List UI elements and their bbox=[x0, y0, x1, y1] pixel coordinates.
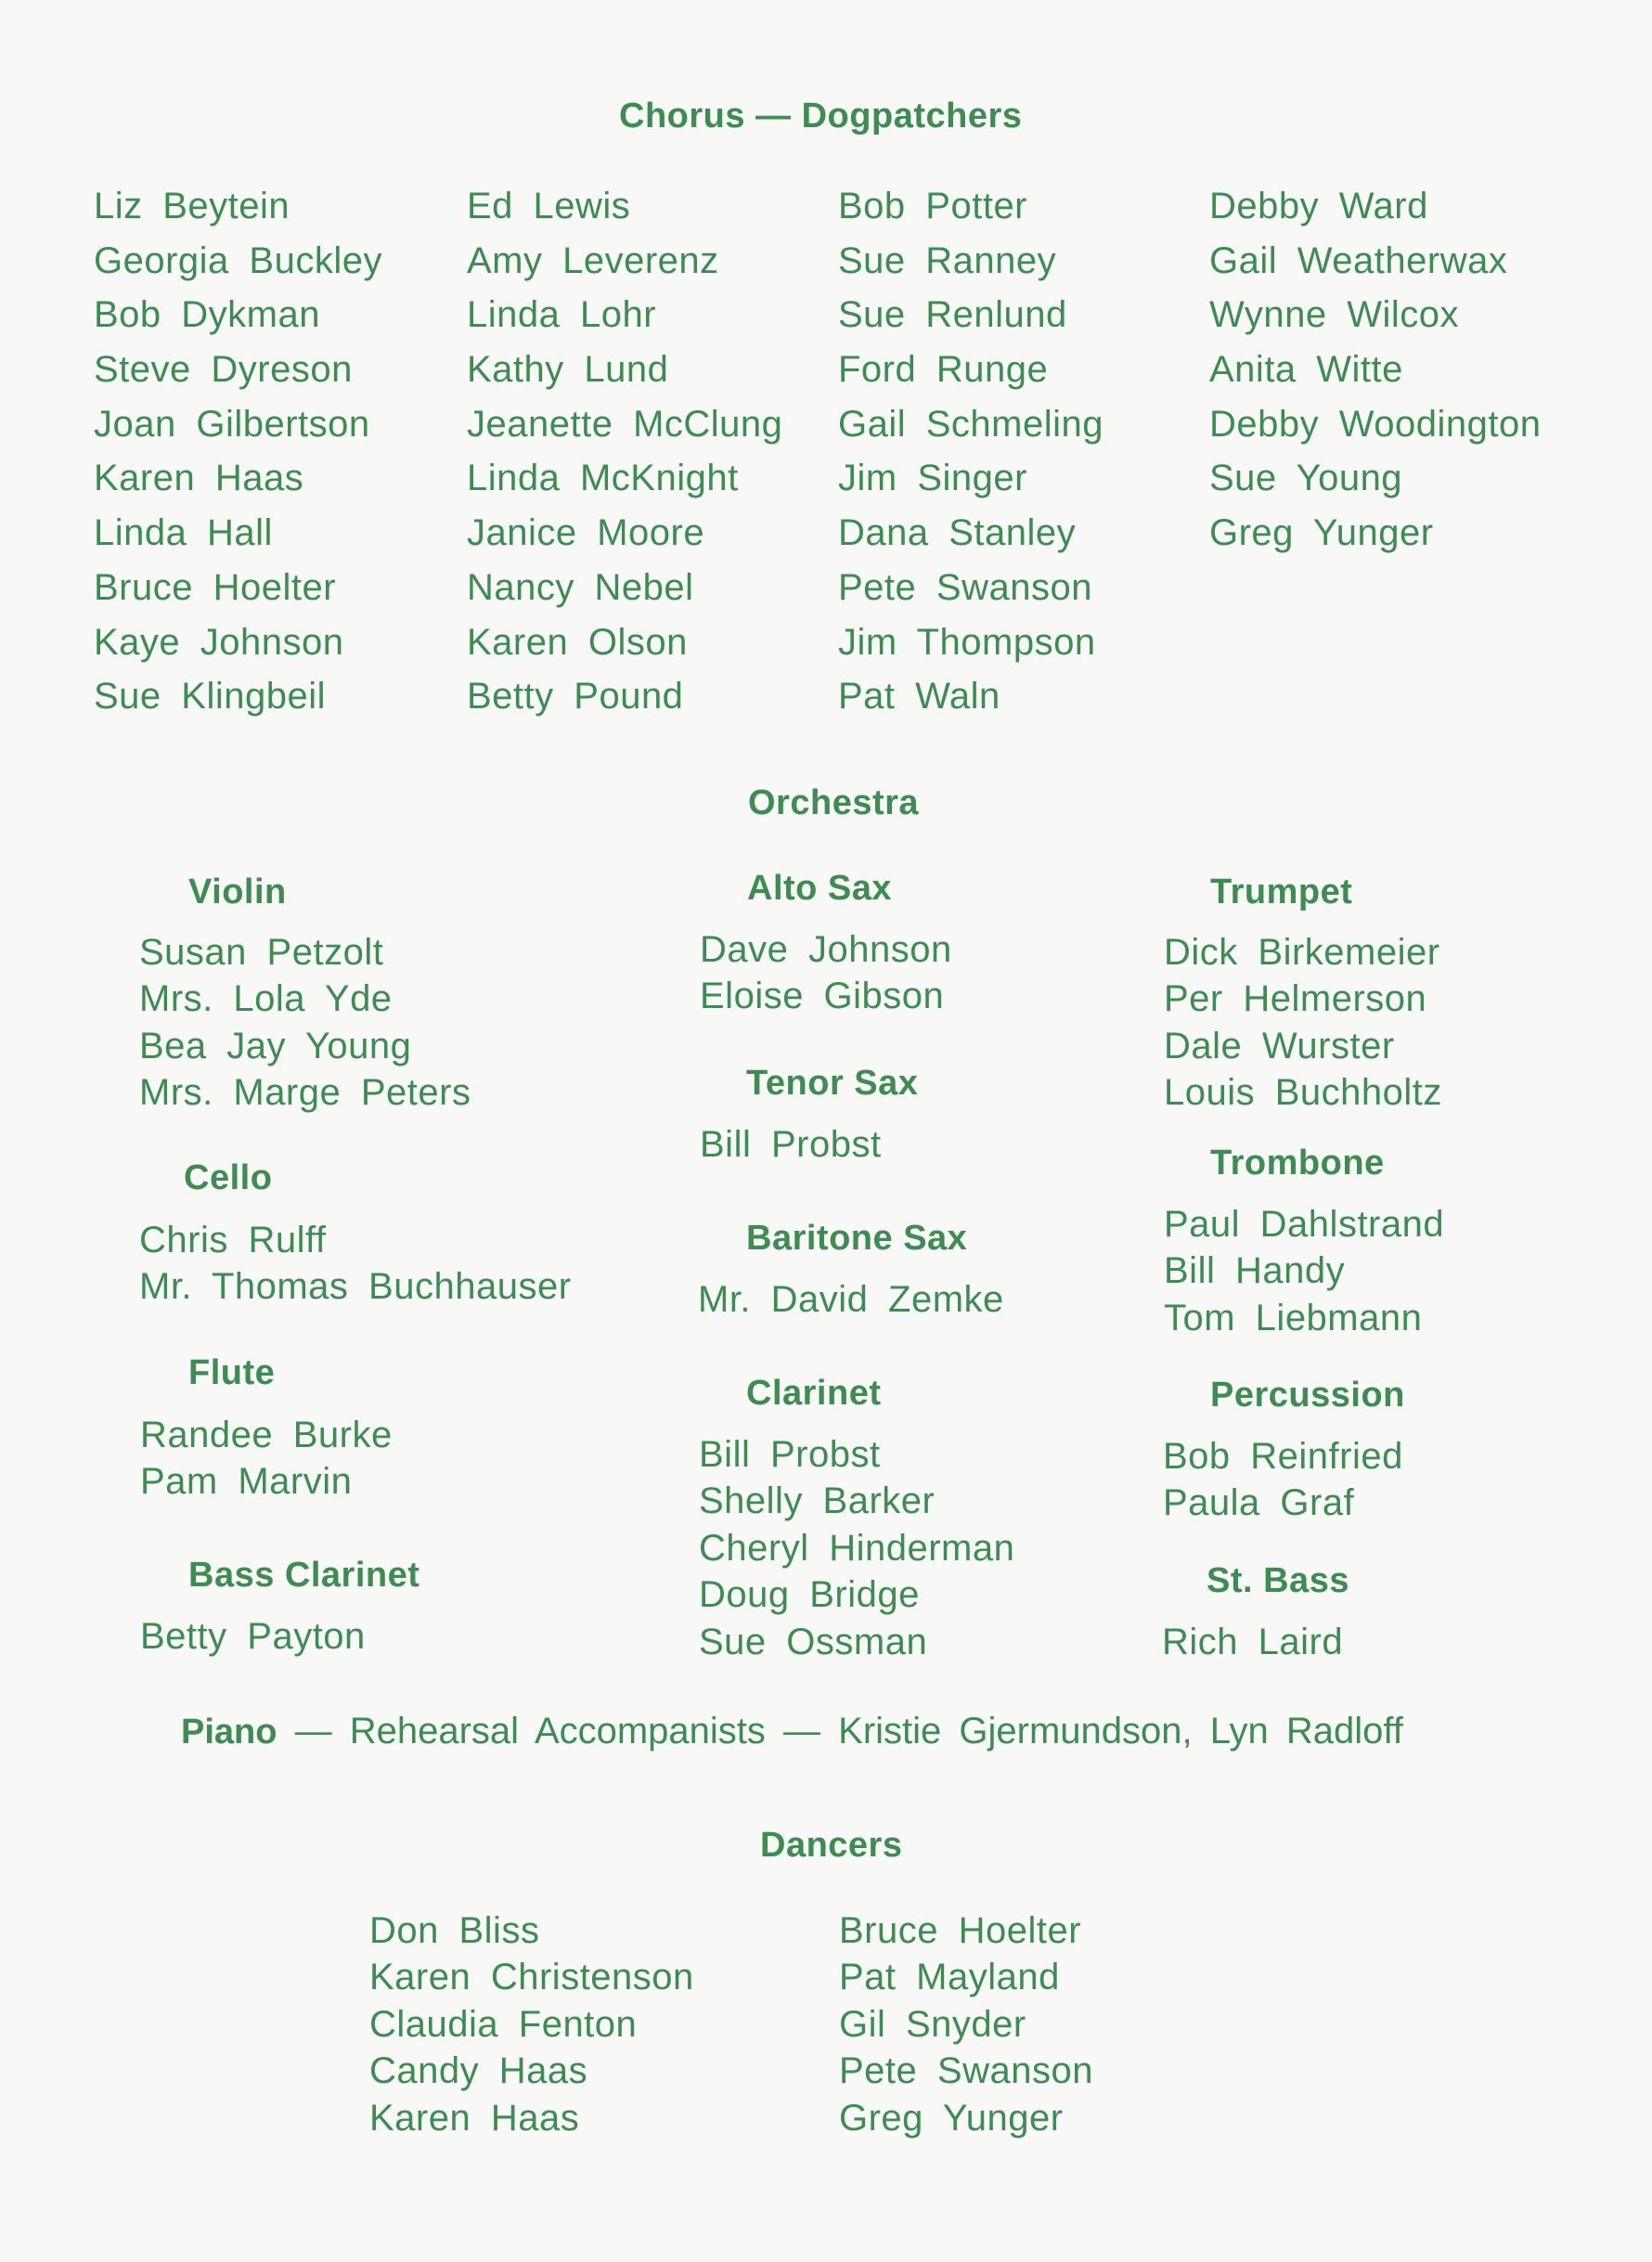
orchestra-member: Dick Birkemeier bbox=[1164, 932, 1440, 973]
chorus-member: Sue Ranney bbox=[838, 239, 1057, 281]
percussion-heading: Percussion bbox=[1210, 1376, 1405, 1415]
chorus-member: Wynne Wilcox bbox=[1209, 294, 1460, 336]
orchestra-member: Eloise Gibson bbox=[700, 976, 945, 1017]
cello-heading: Cello bbox=[184, 1158, 273, 1197]
chorus-column-2 bbox=[467, 179, 782, 724]
orchestra-heading: Orchestra bbox=[748, 783, 920, 822]
orchestra-member: Paula Graf bbox=[1163, 1482, 1355, 1524]
orchestra-member: Bill Probst bbox=[699, 1434, 881, 1475]
chorus-column-4 bbox=[1209, 179, 1542, 561]
orchestra-member: Mrs. Lola Yde bbox=[139, 978, 393, 1020]
cello-list bbox=[139, 1217, 572, 1311]
chorus-member: Nancy Nebel bbox=[467, 566, 694, 608]
chorus-member: Pat Waln bbox=[838, 676, 1000, 717]
dancer: Greg Yunger bbox=[839, 2097, 1064, 2139]
tenor-sax-list bbox=[700, 1121, 882, 1168]
chorus-member: Steve Dyreson bbox=[94, 349, 353, 391]
chorus-column-1 bbox=[94, 179, 382, 724]
dancer: Pat Mayland bbox=[839, 1957, 1060, 1998]
orchestra-member: Susan Petzolt bbox=[139, 932, 384, 973]
chorus-member: Jim Thompson bbox=[838, 621, 1096, 663]
dancers-column-1 bbox=[369, 1907, 694, 2141]
orchestra-member: Dave Johnson bbox=[700, 929, 952, 970]
dancers-column-2 bbox=[839, 1907, 1093, 2141]
percussion-list bbox=[1163, 1433, 1403, 1527]
chorus-member: Janice Moore bbox=[467, 512, 705, 554]
chorus-member: Betty Pound bbox=[467, 676, 684, 717]
orchestra-member: Shelly Barker bbox=[699, 1480, 936, 1522]
st-bass-heading: St. Bass bbox=[1207, 1561, 1349, 1600]
chorus-member: Joan Gilbertson bbox=[94, 403, 370, 445]
dancers-heading: Dancers bbox=[760, 1826, 903, 1865]
orchestra-member: Betty Payton bbox=[140, 1616, 366, 1657]
bass-clarinet-list bbox=[140, 1613, 366, 1660]
chorus-member: Kathy Lund bbox=[467, 349, 669, 391]
trumpet-list bbox=[1164, 929, 1442, 1117]
chorus-member: Liz Beytein bbox=[94, 186, 290, 226]
chorus-member: Greg Yunger bbox=[1209, 512, 1434, 554]
chorus-member: Dana Stanley bbox=[838, 512, 1077, 554]
orchestra-member: Per Helmerson bbox=[1164, 978, 1427, 1020]
chorus-member: Gail Weatherwax bbox=[1209, 239, 1508, 281]
chorus-member: Linda Hall bbox=[94, 512, 273, 554]
orchestra-member: Dale Wurster bbox=[1164, 1025, 1395, 1066]
orchestra-member: Bill Handy bbox=[1164, 1250, 1346, 1292]
baritone-sax-heading: Baritone Sax bbox=[746, 1219, 968, 1258]
orchestra-member: Sue Ossman bbox=[699, 1621, 928, 1662]
orchestra-member: Bill Probst bbox=[700, 1124, 882, 1165]
flute-list bbox=[140, 1412, 393, 1506]
chorus-member: Gail Schmeling bbox=[838, 403, 1104, 445]
chorus-member: Bruce Hoelter bbox=[94, 566, 337, 608]
piano-accompanists: — Rehearsal Accompanists — Kristie Gjermundson, Lyn Radloff bbox=[294, 1711, 1403, 1751]
chorus-member: Kaye Johnson bbox=[94, 621, 344, 663]
trumpet-heading: Trumpet bbox=[1210, 872, 1353, 911]
dancer: Claudia Fenton bbox=[369, 2003, 638, 2045]
dancer: Pete Swanson bbox=[839, 2050, 1093, 2092]
chorus-member: Georgia Buckley bbox=[94, 239, 382, 281]
tenor-sax-heading: Tenor Sax bbox=[746, 1064, 919, 1103]
baritone-sax-list bbox=[698, 1276, 1004, 1323]
orchestra-member: Tom Liebmann bbox=[1164, 1297, 1423, 1338]
dancer: Karen Haas bbox=[369, 2097, 580, 2139]
violin-list bbox=[139, 929, 471, 1117]
orchestra-member: Paul Dahlstrand bbox=[1164, 1204, 1445, 1245]
chorus-member: Ford Runge bbox=[838, 349, 1049, 391]
dancer: Gil Snyder bbox=[839, 2003, 1026, 2045]
orchestra-member: Mrs. Marge Peters bbox=[139, 1072, 471, 1114]
chorus-member: Sue Klingbeil bbox=[94, 676, 326, 717]
dancer: Karen Christenson bbox=[369, 1957, 694, 1998]
clarinet-heading: Clarinet bbox=[746, 1374, 882, 1413]
orchestra-member: Mr. David Zemke bbox=[698, 1279, 1004, 1320]
orchestra-member: Cheryl Hinderman bbox=[699, 1527, 1015, 1569]
orchestra-member: Rich Laird bbox=[1162, 1622, 1344, 1662]
orchestra-member: Pam Marvin bbox=[140, 1461, 353, 1503]
orchestra-member: Doug Bridge bbox=[699, 1574, 920, 1616]
chorus-member: Anita Witte bbox=[1209, 349, 1403, 391]
st-bass-list bbox=[1162, 1619, 1343, 1665]
bass-clarinet-heading: Bass Clarinet bbox=[188, 1556, 420, 1595]
piano-credit bbox=[181, 1711, 1403, 1752]
orchestra-member: Bea Jay Young bbox=[139, 1025, 412, 1066]
orchestra-member: Mr. Thomas Buchhauser bbox=[139, 1266, 572, 1308]
trombone-list bbox=[1164, 1201, 1444, 1341]
clarinet-list bbox=[699, 1431, 1014, 1665]
alto-sax-list bbox=[700, 926, 952, 1020]
chorus-member: Debby Ward bbox=[1209, 186, 1428, 226]
violin-heading: Violin bbox=[188, 872, 287, 911]
alto-sax-heading: Alto Sax bbox=[747, 869, 893, 908]
dancer: Bruce Hoelter bbox=[839, 1910, 1082, 1951]
chorus-member: Linda Lohr bbox=[467, 294, 657, 336]
orchestra-member: Bob Reinfried bbox=[1163, 1436, 1403, 1477]
chorus-member: Jeanette McClung bbox=[467, 403, 783, 445]
trombone-heading: Trombone bbox=[1210, 1144, 1385, 1183]
chorus-member: Linda McKnight bbox=[467, 458, 739, 499]
flute-heading: Flute bbox=[188, 1353, 276, 1392]
orchestra-member: Randee Burke bbox=[140, 1415, 393, 1455]
chorus-member: Amy Leverenz bbox=[467, 239, 719, 281]
chorus-column-3 bbox=[838, 179, 1103, 724]
chorus-member: Sue Renlund bbox=[838, 294, 1067, 336]
chorus-member: Bob Dykman bbox=[94, 294, 320, 336]
chorus-member: Karen Olson bbox=[467, 621, 688, 663]
orchestra-member: Louis Buchholtz bbox=[1164, 1072, 1442, 1114]
piano-label: Piano bbox=[181, 1713, 277, 1751]
chorus-heading: Chorus — Dogpatchers bbox=[619, 97, 1023, 136]
chorus-member: Ed Lewis bbox=[467, 186, 631, 226]
chorus-member: Pete Swanson bbox=[838, 566, 1092, 608]
chorus-member: Bob Potter bbox=[838, 186, 1028, 226]
chorus-member: Jim Singer bbox=[838, 458, 1027, 499]
chorus-member: Debby Woodington bbox=[1209, 403, 1542, 445]
chorus-member: Sue Young bbox=[1209, 458, 1403, 499]
dancer: Candy Haas bbox=[369, 2050, 588, 2092]
dancer: Don Bliss bbox=[369, 1910, 540, 1951]
orchestra-member: Chris Rulff bbox=[139, 1220, 327, 1260]
chorus-member: Karen Haas bbox=[94, 458, 304, 499]
